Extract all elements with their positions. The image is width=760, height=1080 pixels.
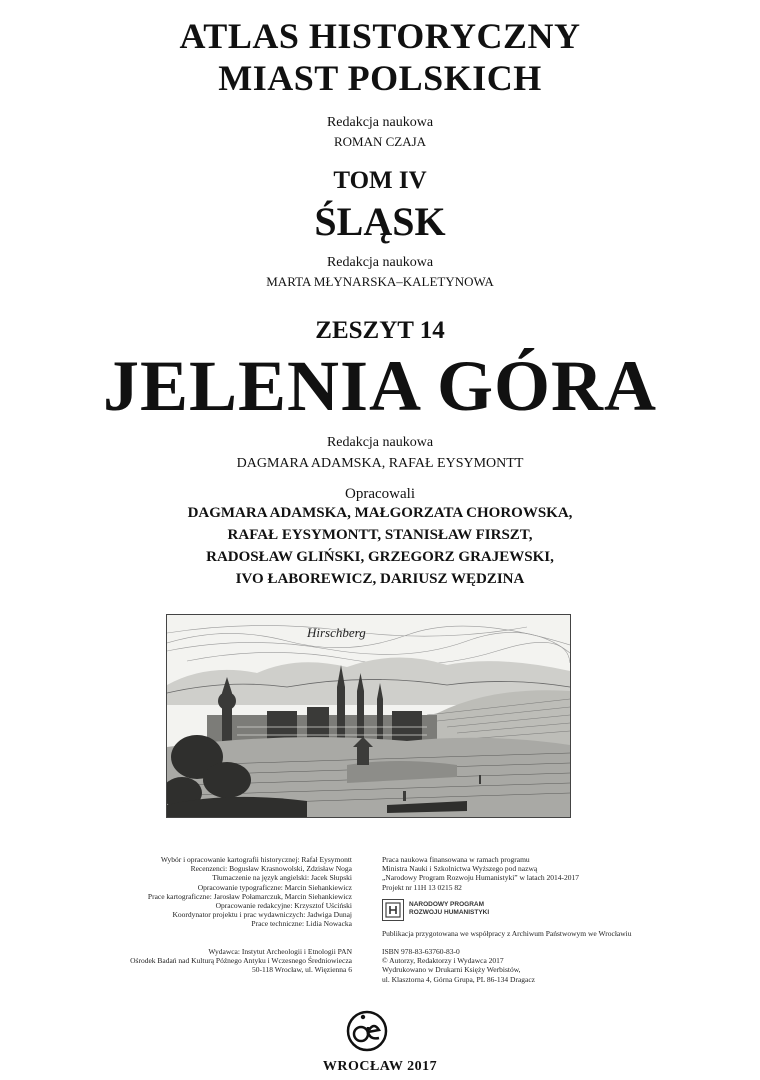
editor-name-1: ROMAN CZAJA	[333, 134, 427, 149]
author-line: RADOSŁAW GLIŃSKI, GRZEGORZ GRAJEWSKI,	[206, 549, 554, 565]
credit-line: Opracowanie typograficzne: Marcin Siehankiewicz	[197, 882, 352, 892]
authors-label: Opracowali	[345, 486, 415, 502]
isbn-line: ISBN 978-83-63760-83-0	[382, 947, 460, 956]
title-line-2: MIAST POLSKICH	[218, 58, 542, 98]
publisher-line: Wydawca: Instytut Archeologii i Etnologii PAN	[208, 947, 352, 956]
funding-line: „Narodowy Program Rozwoju Humanistyki” w latach 2014-2017	[382, 873, 580, 883]
credit-line: Prace kartograficzne: Jarosław Połamarczuk, Marcin Siehankiewicz	[147, 891, 352, 901]
credit-line: Recenzenci: Bogusław Krasnowolski, Zdzisław Noga	[190, 864, 352, 874]
program-logo-line: ROZWOJU HUMANISTYKI	[409, 909, 490, 916]
isbn-line: © Autorzy, Redaktorzy i Wydawca 2017	[382, 956, 504, 966]
publisher-info	[130, 947, 352, 975]
issue-title: ZESZYT 14	[315, 317, 445, 344]
region-title: ŚLĄSK	[314, 199, 446, 244]
editor-label-1: Redakcja naukowa	[326, 115, 434, 130]
credit-line: Wybór i opracowanie kartografii historycznej: Rafał Eysymontt	[160, 855, 352, 864]
editor-name-2: MARTA MŁYNARSKA–KALETYNOWA	[266, 274, 494, 289]
funding-line: Projekt nr 11H 13 0215 82	[382, 882, 462, 892]
engraving-illustration	[167, 615, 570, 817]
isbn-line: Wydrukowano w Drukarni Księży Werbistów,	[382, 965, 521, 975]
author-line: DAGMARA ADAMSKA, MAŁGORZATA CHOROWSKA,	[187, 505, 573, 521]
editor-label-2: Redakcja naukowa	[326, 255, 434, 270]
publisher-line: Ośrodek Badań nad Kulturą Późnego Antyku i Wczesnego Średniowiecza	[130, 956, 352, 966]
editor-label-3: Redakcja naukowa	[326, 435, 434, 450]
credit-line: Koordynator projektu i prac wydawniczych: Jadwiga Dunaj	[172, 910, 352, 920]
editor-name-3: DAGMARA ADAMSKA, RAFAŁ EYSYMONTT	[236, 456, 524, 471]
isbn-line: ul. Klasztorna 4, Górna Grupa, PL 86-134 Dragacz	[382, 974, 536, 984]
cooperation-note: Publikacja przygotowana we współpracy z Archiwum Państwowym we Wrocławiu	[382, 929, 632, 938]
city-title: JELENIA GÓRA	[102, 346, 658, 426]
authors-list	[0, 502, 760, 590]
credit-line: Prace techniczne: Lidia Nowacka	[251, 919, 352, 929]
funding-line: Ministra Nauki i Szkolnictwa Wyższego pod nazwą	[382, 864, 538, 874]
author-line: RAFAŁ EYSYMONTT, STANISŁAW FIRSZT,	[227, 527, 533, 543]
isbn-block	[382, 947, 535, 984]
author-line: IVO ŁABOREWICZ, DARIUSZ WĘDZINA	[235, 571, 525, 587]
credits-left	[148, 855, 352, 929]
funding-line: Praca naukowa finansowana w ramach programu	[382, 855, 530, 864]
title-line-1: ATLAS HISTORYCZNY	[179, 16, 581, 56]
volume-title: TOM IV	[333, 167, 427, 194]
credit-line: Opracowanie redakcyjne: Krzysztof Uściński	[215, 901, 352, 911]
publisher-line: 50-118 Wrocław, ul. Więzienna 6	[252, 965, 352, 975]
hirschberg-engraving	[166, 614, 571, 818]
program-logo	[382, 899, 522, 921]
publisher-logo-icon	[340, 1008, 394, 1054]
funding-info	[382, 855, 579, 892]
program-logo-icon	[382, 899, 404, 921]
program-logo-line: NARODOWY PROGRAM	[409, 901, 484, 908]
engraving-label: Hirschberg	[307, 625, 366, 640]
imprint: WROCŁAW 2017	[322, 1059, 438, 1074]
credit-line: Tłumaczenie na język angielski: Jacek Słupski	[212, 873, 352, 883]
